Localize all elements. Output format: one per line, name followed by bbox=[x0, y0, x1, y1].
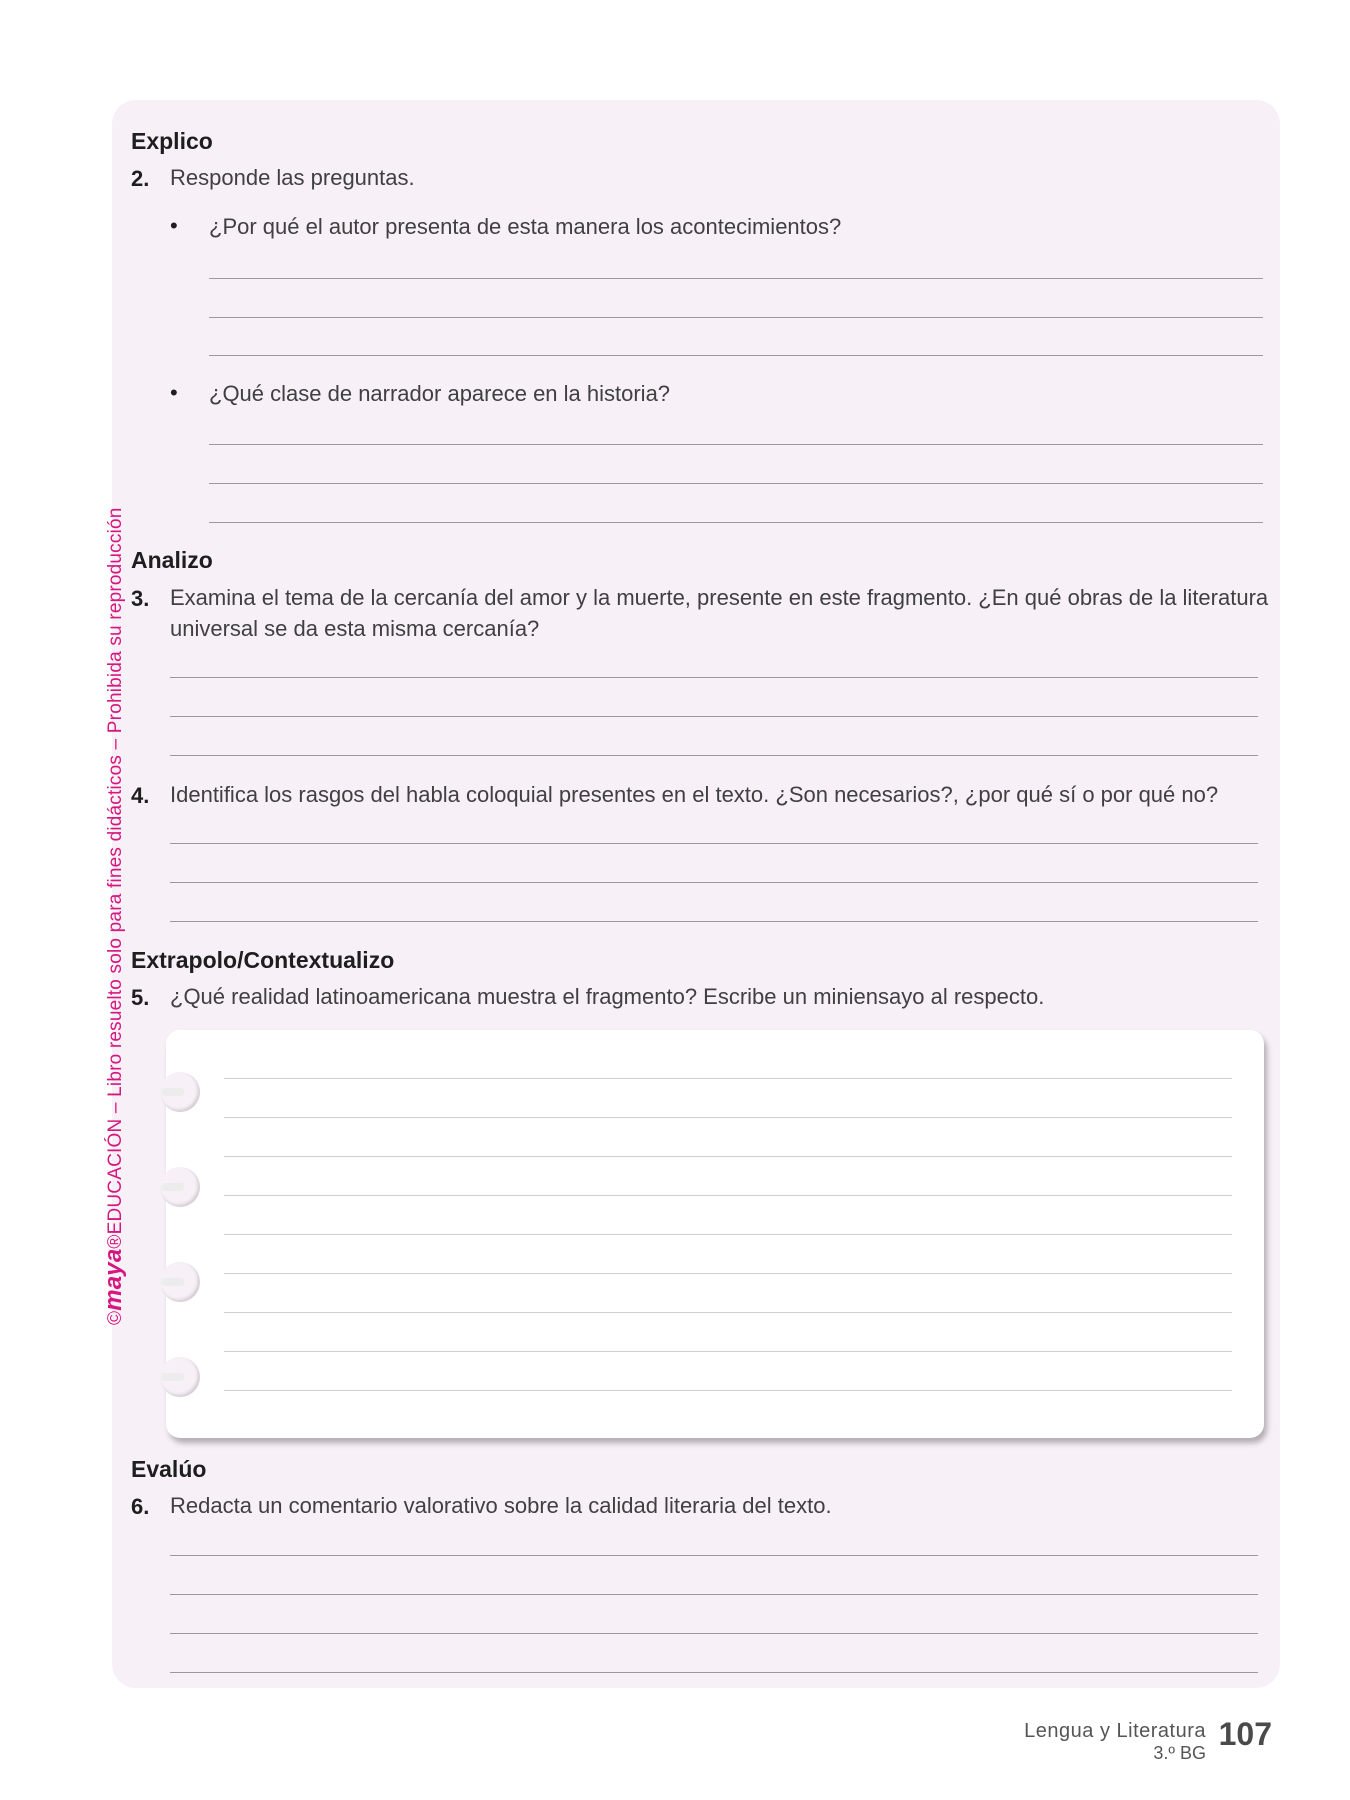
question-5-text: ¿Qué realidad latinoamericana muestra el fragmento? Escribe un miniensayo al respecto. bbox=[170, 984, 1045, 1009]
section-heading-extrapolo: Extrapolo/Contextualizo bbox=[131, 947, 395, 973]
question-3-text-line2: universal se da esta misma cercanía? bbox=[170, 616, 540, 641]
page-number: 107 bbox=[1218, 1716, 1272, 1752]
binder-ring-arm bbox=[162, 1373, 184, 1381]
watermark-text: EDUCACIÓN – Libro resuelto solo para fines didácticos – Prohibida su reproducción bbox=[105, 507, 126, 1235]
worksheet-panel bbox=[112, 100, 1280, 1688]
answer-line[interactable] bbox=[170, 755, 1258, 756]
bullet-icon: • bbox=[170, 213, 178, 238]
notebook-line[interactable] bbox=[224, 1156, 1232, 1157]
copyright-symbol: © bbox=[105, 1310, 126, 1325]
notebook-line[interactable] bbox=[224, 1078, 1232, 1079]
section-heading-evaluo: Evalúo bbox=[131, 1456, 207, 1482]
notebook-line[interactable] bbox=[224, 1234, 1232, 1235]
registered-symbol: ® bbox=[105, 1234, 126, 1249]
answer-line[interactable] bbox=[209, 278, 1263, 279]
binder-ring-arm bbox=[162, 1088, 184, 1096]
question-2-text: Responde las preguntas. bbox=[170, 165, 415, 190]
question-6-number: 6. bbox=[131, 1494, 150, 1519]
answer-line[interactable] bbox=[170, 1672, 1258, 1673]
question-6-text: Redacta un comentario valorativo sobre la calidad literaria del texto. bbox=[170, 1493, 832, 1518]
section-heading-analizo: Analizo bbox=[131, 547, 213, 573]
answer-line[interactable] bbox=[209, 522, 1263, 523]
answer-line[interactable] bbox=[170, 1555, 1258, 1556]
notebook-line[interactable] bbox=[224, 1390, 1232, 1391]
binder-ring-arm bbox=[162, 1183, 184, 1191]
answer-line[interactable] bbox=[209, 317, 1263, 318]
answer-line[interactable] bbox=[170, 677, 1258, 678]
notebook-line[interactable] bbox=[224, 1351, 1232, 1352]
section-heading-explico: Explico bbox=[131, 128, 213, 154]
footer-book-title: Lengua y Literatura bbox=[1024, 1720, 1206, 1742]
bullet-icon: • bbox=[170, 380, 178, 405]
brand-logo-text: maya bbox=[100, 1248, 127, 1311]
question-4-number: 4. bbox=[131, 783, 150, 808]
side-watermark bbox=[100, 507, 128, 1325]
notebook-writing-area[interactable] bbox=[166, 1030, 1264, 1438]
footer-grade: 3.º BG bbox=[1153, 1743, 1206, 1763]
answer-line[interactable] bbox=[170, 882, 1258, 883]
notebook-line[interactable] bbox=[224, 1273, 1232, 1274]
notebook-line[interactable] bbox=[224, 1117, 1232, 1118]
notebook-line[interactable] bbox=[224, 1312, 1232, 1313]
question-2b-text: ¿Qué clase de narrador aparece en la historia? bbox=[209, 381, 671, 406]
notebook-line[interactable] bbox=[224, 1195, 1232, 1196]
binder-ring-arm bbox=[162, 1278, 184, 1286]
question-2-number: 2. bbox=[131, 166, 150, 191]
answer-line[interactable] bbox=[170, 843, 1258, 844]
question-4-text: Identifica los rasgos del habla coloquial presentes en el texto. ¿Son necesarios?, ¿por qué sí o por qué no? bbox=[170, 782, 1219, 807]
answer-line[interactable] bbox=[170, 716, 1258, 717]
answer-line[interactable] bbox=[170, 1633, 1258, 1634]
question-2a-text: ¿Por qué el autor presenta de esta manera los acontecimientos? bbox=[209, 214, 842, 239]
answer-line[interactable] bbox=[209, 483, 1263, 484]
question-5-number: 5. bbox=[131, 985, 150, 1010]
answer-line[interactable] bbox=[170, 921, 1258, 922]
question-3-number: 3. bbox=[131, 586, 150, 611]
answer-line[interactable] bbox=[209, 444, 1263, 445]
answer-line[interactable] bbox=[170, 1594, 1258, 1595]
answer-line[interactable] bbox=[209, 355, 1263, 356]
question-3-text-line1: Examina el tema de la cercanía del amor y la muerte, presente en este fragmento. ¿En qué obras de la literatura bbox=[170, 585, 1269, 610]
